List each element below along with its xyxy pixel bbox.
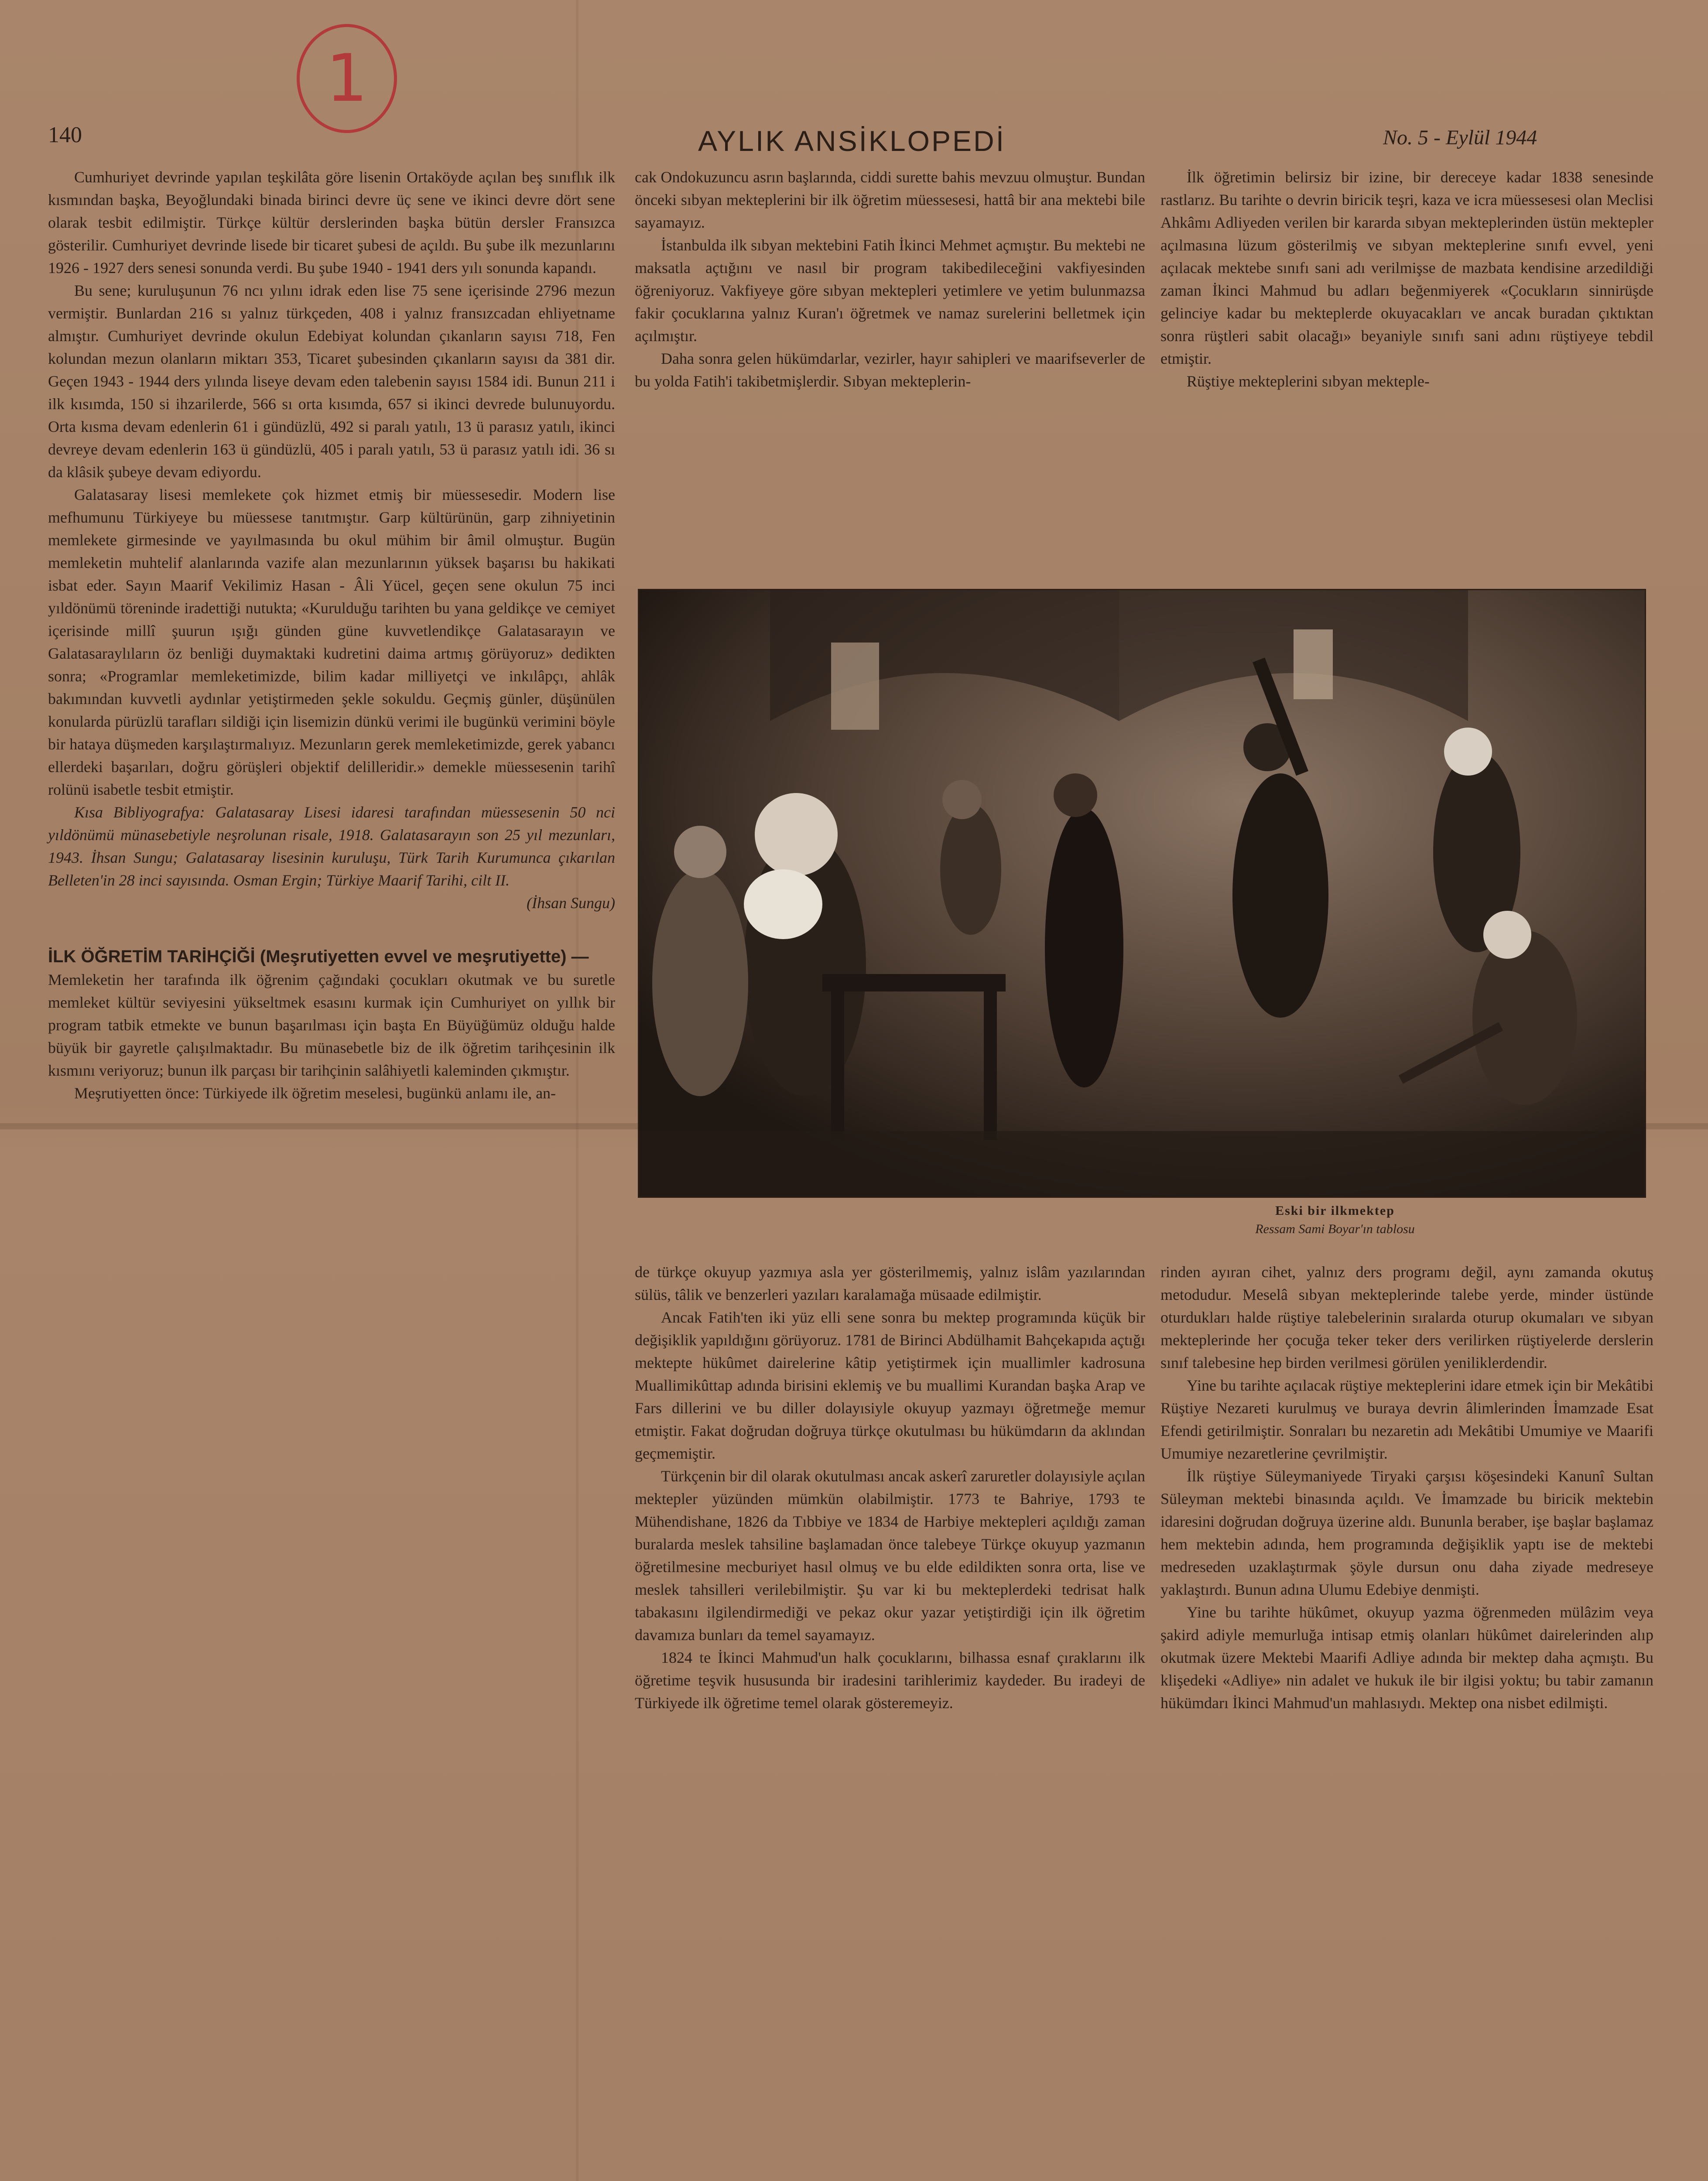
paragraph: Yine bu tarihte hükûmet, okuyup yazma öğrenmeden mülâzim veya şakird adiyle memurluğa intisap etmiş olanları hükûmet dairelerinden alıp okutmak üzere Mektebi Maarifi Adliye adında bir mektep daha açmıştı. Bu klişedeki «Adliye» nin adalet ve hukuk ile bir ilgisi yoktu; bu tabir zamanın hükümdarı İkinci Mahmud'un mahlasıydı. Mektep ona nisbet edilmişti. bbox=[1160, 1603, 1653, 1712]
figure-caption bbox=[1160, 1202, 1509, 1238]
paragraph: Meşrutiyetten önce: Türkiyede ilk öğretim meselesi, bugünkü anlamı ile, an- bbox=[74, 1084, 556, 1102]
paragraph: Ancak Fatih'ten iki yüz elli sene sonra bu mektep programında küçük bir değişiklik yapıldığını görüyoruz. 1781 de Birinci Abdülhamit Bahçekapıda açtığı mektepte hükûmet dairelerine kâtip yetiştirmek için muallimler kadrosuna Muallimikûttap adında birisini eklemiş ve bu muallimi Kurandan başka Arap ve Fars dillerini ve bu diller dolayısiyle okuyup yazmayı öğretmeğe memur etmiştir. Fakat doğrudan doğruya türkçe okutulması bu hükümdarın da aklından geçmemiştir. bbox=[635, 1309, 1145, 1462]
paragraph: İstanbulda ilk sıbyan mektebini Fatih İkinci Mehmet açmıştır. Bu mektebi ne maksatla açtığını ve nasıl bir program takibedileceğini vakfiyesinden öğreniyoruz. Vakfiyeye göre sıbyan mektepleri yetimlere ve yetim bulunmazsa fakir çocuklarına yalnız Kuran'ı öğretmek ve namaz surelerini belletmek için açılmıştır. bbox=[635, 236, 1145, 345]
paragraph: Cumhuriyet devrinde yapılan teşkilâta göre lisenin Ortaköyde açılan beş sınıflık ilk kısmından başka, Beyoğlundaki binada birinci devre üç sene ve ikinci devre dört sene olarak tesbit edilmiştir. Türkçe kültür derslerinden başka bütün dersler Fransızca gösterilir. Cumhuriyet devrinde lisede bir ticaret şubesi de açıldı. Bu şube ilk mezunlarını 1926 - 1927 ders senesi sonunda verdi. Bu şube 1940 - 1941 ders yılı sonunda kapandı. bbox=[48, 168, 615, 277]
paragraph: Memleketin her tarafında ilk öğrenim çağındaki çocukları okutmak ve bu suretle memleket kültür seviyesini yükseltmek esasını kurmak için Cumhuriyet on yıllık bir program tatbik etmekte ve bunun başarılması için başta En Büyüğümüz olduğu halde büyük bir gayretle çalışılmaktadır. Bu münasebetle biz de ilk öğretim tarihçesinin ilk kısmını veriyoruz; bunun ilk parçası bir tarihçinin salâhiyetli kaleminden çıkmıştır. bbox=[48, 971, 615, 1079]
page-number: 140 bbox=[48, 123, 82, 147]
paragraph: Daha sonra gelen hükümdarlar, vezirler, hayır sahipleri ve maarifseverler de bu yolda Fatih'i takibetmişlerdir. Sıbyan mekteplerin- bbox=[635, 350, 1145, 390]
paragraph: Galatasaray lisesi memlekete çok hizmet etmiş bir müessesedir. Modern lise mefhumunu Türkiyeye bu müessese tanıtmıştır. Garp kültürünün, garp zihniyetinin memlekete girmesinde ve yayılmasında bu okul mühim bir âmil olmuştur. Bugün memleketin muhtelif alanlarında vazife alan mezunlarının yüksek başarısı bu hakikati isbat eder. Sayın Maarif Vekilimiz Hasan - Âli Yücel, geçen sene okulun 75 inci yıldönümü töreninde iradettiği nutukta; «Kurulduğu tarihten bu yana geldikçe ve cemiyet içerisinde millî şuurun ışığı günden güne kuvvetlendikçe Galatasarayın ve Galatasaraylıların öz benliği duymaktaki kudretini daima artmış görüyoruz» dedikten sonra; «Programlar memleketimizde, bilim kadar milliyetçi ve inkılâpçı, ahlâk bakımından kuvvetli aydınlar yetiştirmeden şekle sokuldu. Geçmiş günler, düşünülen konularda pürüzlü tarafları sildiği için lisemizin dünkü verimi ile bugünkü verimini böyle bir hataya düşmeden karşılaştırmalıyız. Mezunların gerek memleketimizde, gerek yabancı ellerdeki başarıları, doğru görüşleri objektif delilleridir.» demekle müessesenin tarihî rolünü isabetle tesbit etmiştir. bbox=[48, 486, 615, 798]
paragraph: rinden ayıran cihet, yalnız ders programı değil, aynı zamanda okutuş metodudur. Meselâ sıbyan mekteplerinde talebe yerde, minder üstünde oturdukları halde rüştiye talebelerinin sıralarda oturup okumaları ve sıbyan mekteplerinde her çocuğa teker teker ders verilirken rüştiyelerde derslerin sınıf talebesine hep birden verilmesi görülen yeniliklerdendir. bbox=[1160, 1263, 1653, 1371]
paragraph: Bu sene; kuruluşunun 76 ncı yılını idrak eden lise 75 sene içerisinde 2796 mezun vermiştir. Bunlardan 216 sı yalnız türkçeden, 408 i yalnız fransızcadan ehliyetname almıştır. Cumhuriyet devrinde okulun Edebiyat kolundan çıkanların sayısı 718, Fen kolundan mezun olanların miktarı 353, Ticaret şubesinden çıkanların sayısı da 381 dir. Geçen 1943 - 1944 ders yılında liseye devam eden talebenin sayısı 1584 idi. Bunun 211 i ilk kısımda, 150 si ihzarilerde, 566 sı orta kısımda, 657 si ikinci devrede bulunuyordu. Orta kısma devam edenlerin 61 i gündüzlü, 492 si paralı yatılı, 13 ü parasız yatılı, ikinci devreye devam edenlerin 163 ü gündüzlü, 405 i paralı yatılı, 53 ü parasız yatılı idi. 36 sı da klâsik şubeye devam ediyordu. bbox=[48, 282, 615, 481]
caption-title: Eski bir ilkmektep bbox=[1275, 1203, 1395, 1218]
paragraph: de türkçe okuyup yazmıya asla yer gösterilmemiş, yalnız islâm yazılarından sülüs, tâlik ve benzerleri yazıları karalamağa müsaade edilmiştir. bbox=[635, 1263, 1145, 1303]
masthead-title: AYLIK ANSİKLOPEDİ bbox=[698, 125, 1006, 157]
section-heading: İLK ÖĞRETİM TARİHÇİĞİ (Meşrutiyetten evvel ve meşrutiyette) — bbox=[48, 947, 589, 966]
column-right-bottom bbox=[1160, 1261, 1653, 1714]
paragraph: İlk rüştiye Süleymaniyede Tiryaki çarşısı köşesindeki Kanunî Sultan Süleyman mektebi binasında açıldı. Ve İmamzade bu biricik mektebin idaresini doğrudan doğruya üzerine aldı. Bununla beraber, işe başlar başlamaz hem mektebin adında, hem programında değişiklik yaptı ise de mektebi medreseden uzaklaştırmak şöyle dursun onu daha ziyade medreseye yaklaştırdı. Bunun adına Ulumu Edebiye denmişti. bbox=[1160, 1467, 1653, 1598]
paragraph: cak Ondokuzuncu asrın başlarında, ciddi surette bahis mevzuu olmuştur. Bundan önceki sıbyan mekteplerini bir ilk öğretim müessesesi, hattâ bir ana mektebi bile sayamayız. bbox=[635, 168, 1145, 231]
archive-stamp bbox=[297, 24, 397, 133]
paragraph: Türkçenin bir dil olarak okutulması ancak askerî zaruretler dolayısiyle açılan mektepler yüzünden mümkün olabilmiştir. 1773 te Bahriye, 1793 te Mühendishane, 1826 da Tıbbiye ve 1834 de Harbiye mektepleri açıldığı zaman buralarda meslek tahsiline başlamadan önce talebeye Türkçe okuyup yazmanın öğretilmesine mecburiyet hasıl olmuş ve bu elde edildikten sonra orta, lise ve meslek tahsilleri verilebilmiştir. Şu var ki bu mekteplerdeki tedrisat halk tabakasını ilgilendirmediği ve pekaz okur yazar yetiştirdiği için ilk öğretim davamıza bunları da temel sayamayız. bbox=[635, 1467, 1145, 1644]
column-middle-top bbox=[635, 166, 1145, 393]
author-signature: (İhsan Sungu) bbox=[527, 894, 615, 912]
paragraph: Rüştiye mekteplerini sıbyan mekteple- bbox=[1187, 373, 1430, 390]
bibliography: Kısa Bibliyografya: Galatasaray Lisesi idaresi tarafından müessesenin 50 nci yıldönümü münasebetiyle neşrolunan risale, 1918. Galatasarayın son 25 yıl mezunları, 1943. İhsan Sungu; Galatasaray lisesinin kuruluşu, Türk Tarih Kurumunca çıkarılan Belleten'in 28 inci sayısında. Osman Ergin; Türkiye Maarif Tarihi, cilt II. bbox=[48, 803, 615, 889]
paragraph: İlk öğretimin belirsiz bir izine, bir dereceye kadar 1838 senesinde rastlarız. Bu tarihte o devrin biricik teşri, kaza ve icra müessesesi olan Meclisi Ahkâmı Adliyeden verilen bir kararda sıbyan mekteplerinden üstün mektepler açılmasına lüzum gösterilmiş ve sıbyan mekteplerine sınıfı evvel, yeni açılacak mektebe sınıfı sani adı verilmişse de mazbata kendisine arzedildiği zaman İkinci Mahmud bu adları beğenmiyerek «Çocukların sinnirüşde gelinciye kadar bu mekteplerde okuyacakları ve ancak buradan çıktıktan sonra rüştleri sabit olacağı» beyaniyle sınıfı sani adını rüştiyeye tebdil etmiştir. bbox=[1160, 168, 1653, 367]
classroom-painting bbox=[639, 590, 1645, 1196]
column-left bbox=[48, 166, 615, 1104]
paragraph: Yine bu tarihte açılacak rüştiye mekteplerini idare etmek için bir Mekâtibi Rüştiye Nezareti kurulmuş ve buraya devrin âlimlerinden İmamzade Esat Efendi getirilmiştir. Sonraları bu nezaretin adı Mekâtibi Umumiye ve Maarifi Umumiye nezaretlerine çevrilmiştir. bbox=[1160, 1377, 1653, 1462]
painting-illustration bbox=[638, 589, 1646, 1198]
caption-credit: Ressam Sami Boyar'ın tablosu bbox=[1255, 1222, 1415, 1236]
column-right-top bbox=[1160, 166, 1653, 393]
paragraph: 1824 te İkinci Mahmud'un halk çocuklarını, bilhassa esnaf çıraklarını ilk öğretime teşvik hususunda bir iradesini tarihlerimiz kaydeder. Bu iradeyi de Türkiyede ilk öğretime temel olarak gösteremeyiz. bbox=[635, 1649, 1145, 1712]
stamp-number: 1 bbox=[326, 41, 368, 116]
issue-info: No. 5 - Eylül 1944 bbox=[1383, 126, 1537, 149]
column-middle-bottom bbox=[635, 1261, 1145, 1714]
